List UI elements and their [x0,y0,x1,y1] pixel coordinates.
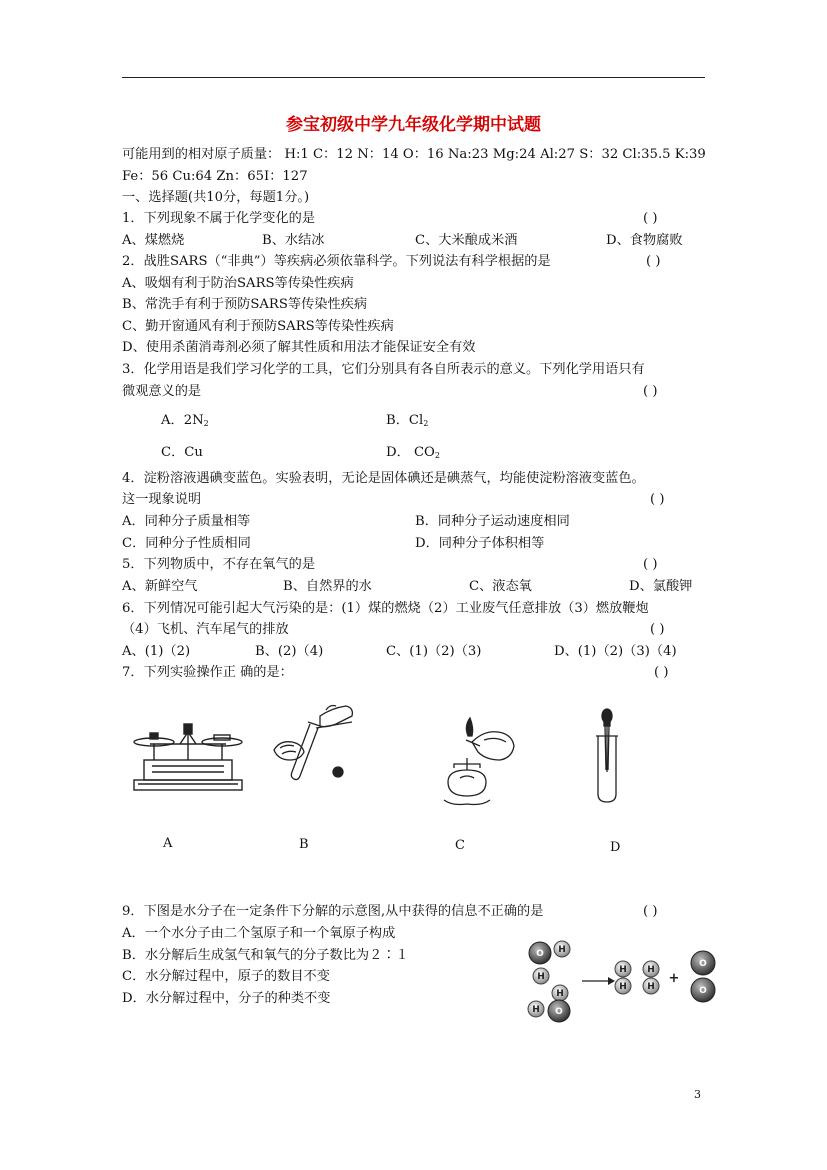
q5-option-a: A、新鲜空气 [122,579,198,594]
q3-answer-paren: ( ) [643,384,658,399]
figure-label-c: C [455,838,465,853]
q2-option-c: C、勤开窗通风有利于预防SARS等传染性疾病 [122,319,394,334]
q5-option-c: C、液态氧 [469,579,532,594]
atom-label-o3: O [699,959,707,969]
q2-answer-paren: ( ) [646,254,661,269]
q6-answer-paren: ( ) [650,622,665,637]
atom-label-h5: H [619,965,627,975]
page-number: 3 [694,1088,701,1101]
q2-option-a: A、吸烟有利于防治SARS等传染性疾病 [122,276,354,291]
q4-option-b: B．同种分子运动速度相同 [415,514,570,529]
q4-stem-line1: 4．淀粉溶液遇碘变蓝色。实验表明，无论是固体碘还是碘蒸气，均能使淀粉溶液变蓝色。 [122,471,645,486]
q1-option-b: B、水结冰 [262,233,325,248]
atom-label-h7: H [647,965,655,975]
q1-option-d: D、食物腐败 [606,233,683,248]
q4-answer-paren: ( ) [650,492,665,507]
q6-option-a: A、(1)（2) [122,644,191,659]
q9-option-b: B．水分解后生成氢气和氧气的分子数比为２∶１ [122,948,409,963]
q5-stem: 5．下列物质中，不存在氧气的是 [122,557,316,572]
q1-answer-paren: ( ) [643,211,658,226]
q2-option-b: B、常洗手有利于预防SARS等传染性疾病 [122,297,368,312]
q3-stem-line1: 3．化学用语是我们学习化学的工具，它们分别具有各自所表示的意义。下列化学用语只有 [122,362,645,377]
q2-option-d: D、使用杀菌消毒剂必须了解其性质和用法才能保证安全有效 [122,340,476,355]
balance-scale-figure [128,718,250,796]
atom-label-o4: O [699,986,707,996]
dropper-test-tube-figure [592,708,622,804]
q1-stem: 1．下列现象不属于化学变化的是 [122,211,316,226]
atom-label-h1: H [558,945,566,955]
atomic-masses-line2: Fe：56 Cu:64 Zn：65I：127 [122,169,308,184]
q9-option-d: D．水分解过程中，分子的种类不变 [122,991,331,1006]
q4-option-d: D．同种分子体积相等 [415,536,545,551]
q5-option-b: B、自然界的水 [283,579,372,594]
q6-option-c: C、(1)（2)（3) [386,644,482,659]
section-heading: 一、选择题(共10分，每题1分。) [122,190,310,205]
q3-option-b: B．$Cl_2$ [386,413,429,428]
q6-option-b: B、(2)（4) [255,644,324,659]
figure-label-a: A [163,836,173,851]
q4-stem-line2: 这一现象说明 [122,492,202,507]
figure-label-d: D [610,840,621,855]
q3-stem-line2: 微观意义的是 [122,384,202,399]
atom-label-h4: H [532,1005,540,1015]
plus-sign: + [668,971,680,986]
figure-label-b: B [299,837,309,852]
q7-answer-paren: ( ) [654,665,669,680]
atom-label-o1: O [536,949,544,959]
q9-option-a: A．一个水分子由二个氢原子和一个氧原子构成 [122,926,396,941]
q1-option-c: C、大米酿成米酒 [415,233,518,248]
atom-label-h3: H [556,989,564,999]
atom-label-o2: O [555,1007,563,1017]
q6-stem-line1: 6．下列情况可能引起大气污染的是：(1）煤的燃烧（2）工业废气任意排放（3）燃放鞭炮 [122,601,649,616]
q6-option-d: D、(1)（2)（3)（4) [554,644,677,659]
q1-option-a: A、煤燃烧 [122,233,185,248]
q9-stem: 9．下图是水分子在一定条件下分解的示意图,从中获得的信息不正确的是 [122,904,544,919]
atom-label-h6: H [619,982,627,992]
atom-label-h8: H [647,982,655,992]
q2-stem: 2．战胜SARS（“非典”）等疾病必须依靠科学。下列说法有科学根据的是 [122,254,551,269]
q4-option-c: C．同种分子性质相同 [122,536,251,551]
atom-label-h2: H [537,972,545,982]
q3-option-d: D． $CO_2$ [386,445,440,460]
alcohol-lamp-figure [440,712,522,808]
q3-option-a: A．$2N_2$ [161,413,209,428]
q9-answer-paren: ( ) [643,904,658,919]
test-tube-solid-figure [270,702,360,782]
q5-option-d: D、氯酸钾 [629,579,693,594]
q9-option-c: C．水分解过程中，原子的数目不变 [122,969,330,984]
q4-option-a: A．同种分子质量相等 [122,514,251,529]
q7-stem: 7．下列实验操作正 确的是： [122,665,293,680]
q5-answer-paren: ( ) [643,557,658,572]
q3-option-c: C．Cu [161,445,203,460]
page-title: 参宝初级中学九年级化学期中试题 [286,115,541,135]
q6-stem-line2: （4）飞机、汽车尾气的排放 [122,622,289,637]
header-rule [122,77,705,78]
atomic-masses-line1: 可能用到的相对原子质量： H:1 C：12 N：14 O：16 Na:23 Mg:24 Al:27 S：32 Cl:35.5 K:39 [122,147,706,162]
water-decomposition-diagram [520,935,725,1027]
